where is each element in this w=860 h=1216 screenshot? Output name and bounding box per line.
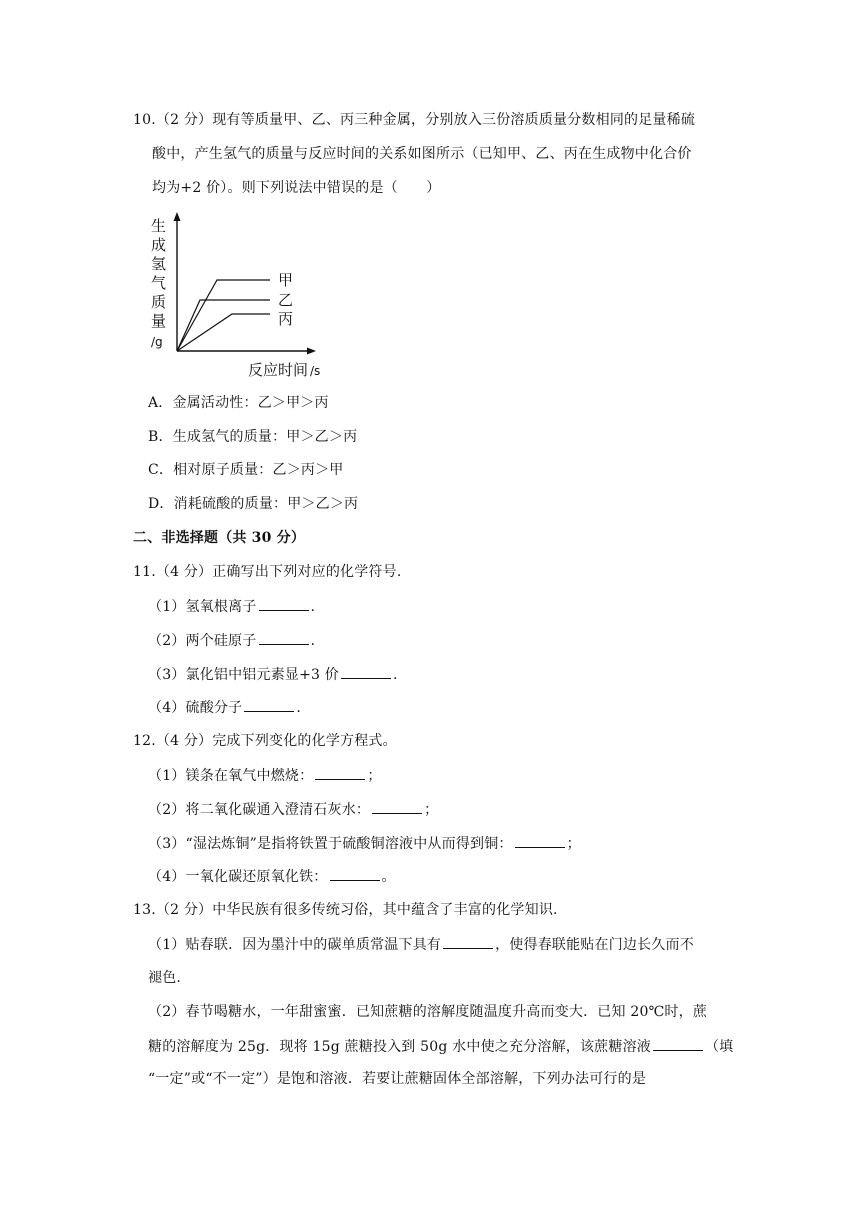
q10-line3: 均为+2 价）。则下列说法中错误的是（ ） [152, 180, 441, 196]
ylabel-char: 质 [151, 293, 167, 311]
series-label-yi: 乙 [278, 291, 294, 309]
q10-line1: 10.（2 分）现有等质量甲、乙、丙三种金属，分别放入三份溶质质量分数相同的足量稀硫 [133, 112, 696, 128]
q10-option-c[interactable]: C．相对原子质量：乙＞丙＞甲 [148, 462, 344, 478]
hydrogen-mass-chart [140, 210, 340, 380]
q10-option-a[interactable]: A．金属活动性：乙＞甲＞丙 [148, 395, 329, 411]
chart-xlabel-unit: /s [310, 364, 321, 378]
ylabel-char: 生 [151, 217, 167, 235]
series-label-bing: 丙 [278, 310, 294, 328]
chart-ylabel [151, 217, 166, 349]
answer-blank[interactable] [259, 596, 309, 611]
q13-part2-line2: 糖的溶解度为 25g．现将 15g 蔗糖投入到 50g 水中使之充分溶解，该蔗糖溶液 （填 [148, 1036, 733, 1057]
answer-blank[interactable] [341, 664, 391, 679]
series-label-jia: 甲 [278, 271, 294, 289]
q12-item: （2）将二氧化碳通入澄清石灰水： ； [148, 799, 438, 820]
q12-stem: 12.（4 分）完成下列变化的化学方程式。 [133, 733, 397, 749]
answer-blank[interactable] [515, 833, 565, 848]
answer-blank[interactable] [315, 765, 365, 780]
q11-item: （2）两个硅原子 . [148, 630, 315, 651]
q10-option-d[interactable]: D．消耗硫酸的质量：甲＞乙＞丙 [148, 496, 359, 512]
x-axis-arrow [307, 348, 316, 355]
q11-item: （4）硫酸分子 . [148, 697, 301, 718]
q12-item: （3）“湿法炼铜”是指将铁置于硫酸铜溶液中从而得到铜： ； [148, 833, 581, 854]
q10-option-b[interactable]: B．生成氢气的质量：甲＞乙＞丙 [148, 429, 358, 445]
q13-part1-line1: （1）贴春联．因为墨汁中的碳单质常温下具有 ，使得春联能贴在门边长久而不 [148, 934, 694, 955]
answer-blank[interactable] [330, 866, 380, 881]
q13-part2-line3: “一定”或“不一定”）是饱和溶液．若要让蔗糖固体全部溶解，下列办法可行的是 [148, 1071, 647, 1087]
q10-line2: 酸中，产生氢气的质量与反应时间的关系如图所示（已知甲、乙、丙在生成物中化合价 [152, 146, 692, 162]
q11-item: （1）氢氧根离子 . [148, 596, 315, 617]
q11-stem: 11.（4 分）正确写出下列对应的化学符号. [133, 564, 402, 580]
chart-xlabel: 反应时间 [248, 361, 309, 379]
y-axis-arrow [174, 212, 181, 221]
answer-blank[interactable] [443, 934, 493, 949]
q13-part2-line1: （2）春节喝糖水，一年甜蜜蜜．已知蔗糖的溶解度随温度升高而变大．已知 20℃时，蔗 [148, 1004, 708, 1020]
answer-blank[interactable] [653, 1036, 703, 1051]
ylabel-char: 量 [151, 312, 167, 330]
ylabel-char: 成 [151, 236, 167, 254]
q12-item: （4）一氧化碳还原氧化铁： 。 [148, 866, 396, 887]
answer-blank[interactable] [259, 630, 309, 645]
ylabel-char: 氢 [151, 255, 167, 273]
ylabel-unit: /g [151, 335, 163, 349]
q12-item: （1）镁条在氧气中燃烧： ； [148, 765, 382, 786]
answer-blank[interactable] [244, 697, 294, 712]
q11-item: （3）氯化铝中铝元素显+3 价 . [148, 664, 398, 685]
q13-part1-line2: 褪色. [148, 970, 182, 986]
section-heading: 二、非选择题（共 30 分） [133, 530, 306, 546]
ylabel-char: 气 [151, 274, 167, 292]
series-line-jia [177, 280, 270, 351]
q13-stem: 13.（2 分）中华民族有很多传统习俗，其中蕴含了丰富的化学知识. [133, 902, 558, 918]
answer-blank[interactable] [372, 799, 422, 814]
